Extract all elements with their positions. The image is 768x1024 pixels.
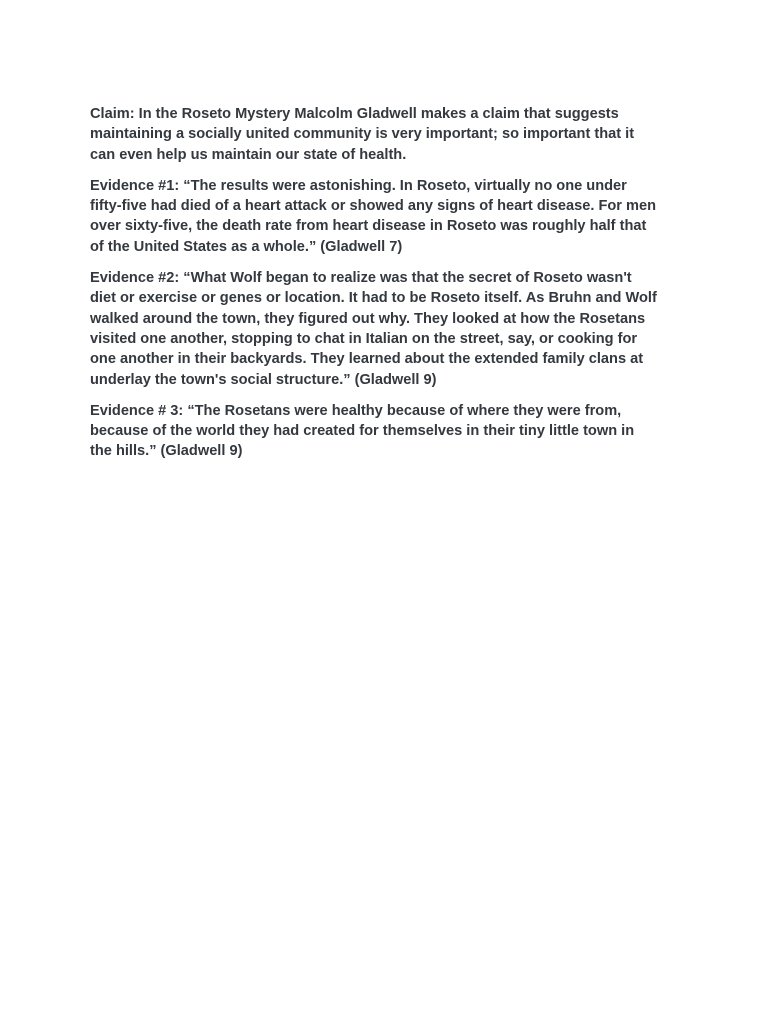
claim-paragraph: Claim: In the Roseto Mystery Malcolm Gladwell makes a claim that suggests maintaining a socially united community is very important; so important that it can even help us maintain our state of health. bbox=[90, 106, 635, 163]
evidence-2-paragraph: Evidence #2: “What Wolf began to realize was that the secret of Roseto wasn't diet or exercise or genes or location. It had to be Roseto itself. As Bruhn and Wolf walked around the town, they figured out why. They looked at how the Rosetans visited one another, stopping to chat in Italian on the street, say, or cooking for one another in their backyards. They learned about the extended family clans at underlay the town's social structure.” (Gladwell 9) bbox=[90, 270, 657, 388]
evidence-1-paragraph: Evidence #1: “The results were astonishing. In Roseto, virtually no one under fifty-five had died of a heart attack or showed any signs of heart disease. For men over sixty-five, the death rate from heart disease in Roseto was roughly half that of the United States as a whole.” (Gladwell 7) bbox=[90, 177, 657, 255]
document-body bbox=[90, 104, 690, 473]
evidence-3-paragraph: Evidence # 3: “The Rosetans were healthy because of where they were from, because of the world they had created for themselves in their tiny little town in the hills.” (Gladwell 9) bbox=[90, 402, 635, 460]
